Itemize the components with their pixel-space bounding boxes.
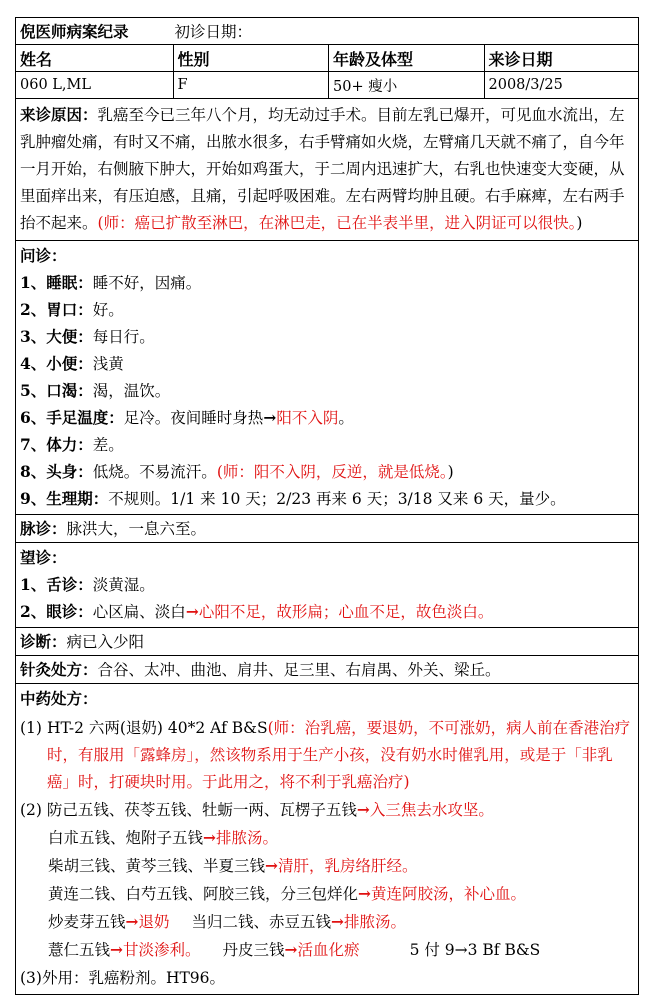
arrow-right-icon: →	[356, 800, 370, 819]
pulse-label: 脉诊：	[20, 519, 67, 538]
case-record-table	[15, 17, 639, 995]
herbal-prescription-3: (3)外用：乳癌粉剂。HT96。	[20, 969, 226, 987]
acupuncture-section	[16, 656, 638, 684]
header-age-build: 年龄及体型	[329, 45, 485, 71]
herb-effect: 活血化瘀	[297, 941, 360, 959]
pulse-section	[16, 515, 638, 543]
herb-list-text: 白朮五钱、炮附子五钱	[48, 829, 204, 847]
herb-list-text: 防己五钱、茯苓五钱、牡蛎一两、瓦楞子五钱	[46, 801, 357, 819]
inspection-section	[16, 543, 638, 628]
inspection-item-tongue	[20, 571, 634, 598]
inquiry-section	[16, 241, 638, 515]
inquiry-item-text: 睡不好，因痛。	[92, 274, 202, 292]
patient-value-row	[16, 72, 638, 99]
inquiry-item-label: 5、口渴：	[20, 381, 93, 400]
prescription-number: (2)	[20, 801, 42, 819]
inquiry-item-energy	[20, 431, 634, 458]
inquiry-item-head-body	[20, 458, 634, 485]
acupuncture-label: 针灸处方：	[20, 660, 98, 679]
herbal-p2-line-3	[20, 852, 634, 880]
herb-list-text: 当归二钱、赤豆五钱	[191, 913, 332, 931]
arrow-right-icon: →	[203, 828, 217, 847]
herb-effect: 退奶	[138, 913, 170, 931]
patient-header-row	[16, 45, 638, 72]
herb-list-text: 黄连二钱、白芍五钱、阿胶三钱，分三包烊化	[48, 885, 359, 903]
arrow-right-icon: →	[265, 856, 279, 875]
dosage-summary: 5 付 9→3 Bf B&S	[409, 941, 541, 959]
inquiry-item-limb-temperature	[20, 404, 634, 431]
herb-effect: 甘淡渗利。	[123, 941, 201, 959]
inquiry-item-label: 7、体力：	[20, 435, 93, 454]
herb-list-text: 薏仁五钱	[48, 941, 111, 959]
visit-reason-text: 乳癌至今已三年八个月，均无动过手术。目前左乳已爆开，可见血水流出，左乳肿瘤处痛，有时又不痛，出脓水很多，右手臂痛如火烧，左臂痛几天就不痛了，自今年一月开始，右侧腋下肿大，开始如鸡蛋大，于二周内迅速扩大，右乳也快速变大变硬，从里面痒出来，有压迫感，且痛，引起呼吸困难。左右两臂均肿且硬。右手麻痺，左右两手抬不起来。	[20, 106, 625, 232]
herb-effect: 清肝，乳房络肝经。	[278, 857, 418, 875]
inspection-item-text: 淡黄湿。	[92, 576, 155, 594]
record-title: 倪医师病案纪录	[20, 22, 129, 41]
inspection-item-text: 心区扁、淡白	[92, 603, 186, 621]
prescription-1-text: HT-2 六两(退奶) 40*2 Af B&S	[47, 719, 268, 737]
teacher-comment: 阳不入阴	[276, 409, 339, 427]
herbal-prescription-1	[20, 713, 634, 796]
visit-reason-section	[16, 99, 638, 241]
prescription-1-body	[47, 715, 634, 796]
prescription-number: (1)	[20, 719, 42, 737]
inquiry-item-text: 低烧。不易流汗。	[92, 463, 217, 481]
acupuncture-text: 合谷、太冲、曲池、肩井、足三里、右肩禺、外关、梁丘。	[97, 661, 501, 679]
arrow-right-icon: →	[284, 940, 298, 959]
inquiry-item-urine	[20, 350, 634, 377]
inquiry-item-text: 浅黄	[92, 355, 124, 373]
herbal-p2-line-2	[20, 824, 634, 852]
header-name: 姓名	[16, 45, 174, 71]
diagnosis-label: 诊断：	[20, 632, 67, 651]
inquiry-item-punct: )	[447, 463, 454, 481]
inquiry-item-text: 差。	[92, 436, 124, 454]
herbal-p2-line-6	[20, 936, 634, 964]
inquiry-item-appetite	[20, 296, 634, 323]
visit-reason-note: (师：癌已扩散至淋巴，在淋巴走，已在半表半里，进入阴证可以很快。	[97, 214, 577, 232]
herbal-p2-line-1	[20, 796, 634, 824]
inquiry-item-menstruation	[20, 485, 634, 512]
value-visit-date: 2008/3/25	[488, 77, 563, 93]
first-visit-date-label: 初诊日期：	[174, 23, 253, 41]
inquiry-item-label: 1、睡眠：	[20, 273, 93, 292]
diagnosis-text: 病已入少阳	[66, 633, 145, 651]
herb-effect: 排脓汤。	[344, 913, 407, 931]
inquiry-item-text: 每日行。	[92, 328, 155, 346]
inquiry-item-text: 足冷。夜间睡时身热	[123, 409, 264, 427]
inspection-item-label: 2、眼诊：	[20, 602, 93, 621]
inspection-item-eye	[20, 598, 634, 625]
herbal-p2-line-4	[20, 880, 634, 908]
inquiry-item-label: 3、大便：	[20, 327, 93, 346]
arrow-right-icon: →	[358, 884, 372, 903]
visit-reason-note-end: )	[576, 214, 583, 232]
inspection-label: 望诊：	[20, 548, 67, 567]
inquiry-item-label: 9、生理期：	[20, 489, 109, 508]
teacher-comment: (师：阳不入阴，反逆，就是低烧。	[216, 463, 448, 481]
teacher-comment: 心阳不足，故形扁；心血不足，故色淡白。	[198, 603, 494, 621]
visit-reason-label: 来诊原因：	[20, 105, 98, 124]
herb-list-text: 丹皮三钱	[222, 941, 285, 959]
herb-effect: 入三焦去水攻坚。	[369, 801, 494, 819]
inquiry-item-stool	[20, 323, 634, 350]
inquiry-label: 问诊：	[20, 246, 67, 265]
value-name: 060 L,ML	[16, 72, 174, 98]
arrow-right-icon: →	[110, 940, 124, 959]
inquiry-item-text: 不规则。1/1 来 10 天；2/23 再来 6 天；3/18 又来 6 天，量少。	[108, 490, 566, 508]
inquiry-item-label: 6、手足温度：	[20, 408, 124, 427]
arrow-right-icon: →	[263, 408, 277, 427]
value-age-build: 50+ 瘦小	[329, 72, 485, 98]
inquiry-item-sleep	[20, 269, 634, 296]
diagnosis-section	[16, 628, 638, 656]
herbal-section	[16, 684, 638, 994]
inquiry-item-text: 好。	[92, 301, 124, 319]
herb-list-text: 炒麦芽五钱	[48, 913, 126, 931]
value-sex: F	[174, 72, 330, 98]
inquiry-item-label: 2、胃口：	[20, 300, 93, 319]
herb-effect: 黄连阿胶汤，补心血。	[371, 885, 527, 903]
inquiry-item-punct: 。	[338, 409, 354, 427]
inquiry-item-thirst	[20, 377, 634, 404]
inquiry-item-label: 8、头身：	[20, 462, 93, 481]
herb-list-text: 柴胡三钱、黄芩三钱、半夏三钱	[48, 857, 266, 875]
header-sex: 性别	[174, 45, 330, 71]
teacher-comment: (师：治乳癌，要退奶，不可涨奶，病人前在香港治疗时，有服用「露蜂房」，然该物系用于生产小孩，没有奶水时催乳用，或是于「非乳癌」时，打硬块时用。于此用之，将不利于乳癌治疗)	[47, 719, 631, 791]
title-row	[16, 18, 638, 45]
inquiry-item-label: 4、小便：	[20, 354, 93, 373]
inspection-item-label: 1、舌诊：	[20, 575, 93, 594]
arrow-right-icon: →	[125, 912, 139, 931]
inquiry-item-text: 渴，温饮。	[92, 382, 171, 400]
pulse-text: 脉洪大，一息六至。	[66, 520, 207, 538]
arrow-right-icon: →	[331, 912, 345, 931]
herbal-p2-line-5	[20, 908, 634, 936]
header-visit-date: 来诊日期	[488, 49, 553, 69]
herb-effect: 排脓汤。	[216, 829, 279, 847]
arrow-right-icon: →	[185, 602, 199, 621]
herbal-label: 中药处方：	[20, 689, 98, 708]
